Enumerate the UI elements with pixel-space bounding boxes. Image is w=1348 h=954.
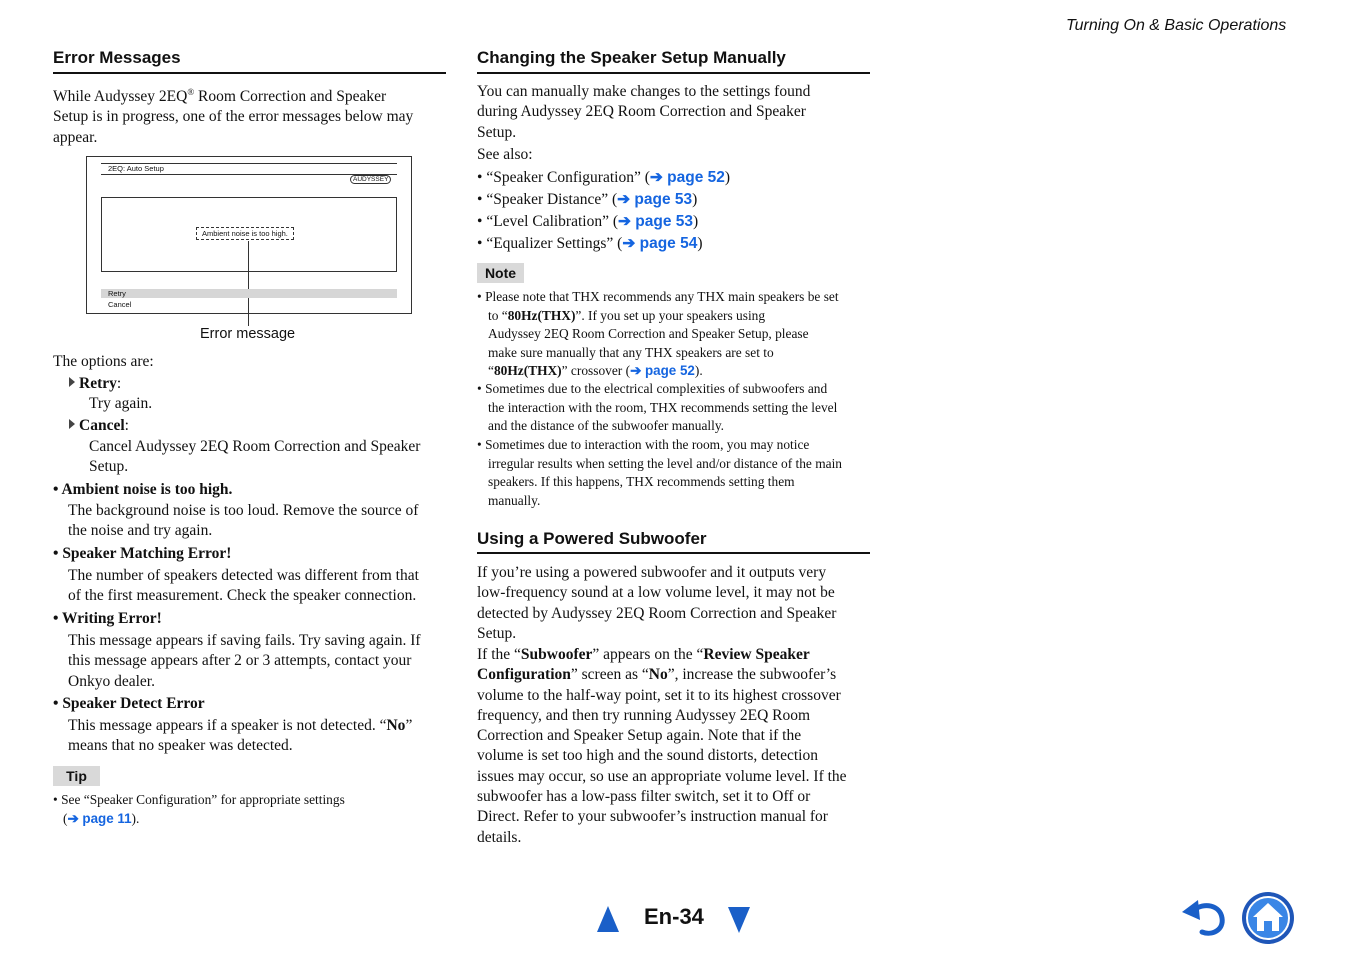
- cancel-colon: :: [124, 417, 129, 434]
- note-line: the interaction with the room, THX recommends setting the level: [488, 399, 838, 415]
- error-desc-ambient: [68, 501, 418, 542]
- reference-item: [477, 167, 730, 189]
- cancel-desc-line: Setup.: [89, 458, 129, 476]
- bullet: •: [53, 481, 59, 498]
- paragraph-text: ” screen as “: [570, 666, 649, 684]
- paragraph-line: issues may occur, so use an appropriate volume level. If the: [477, 767, 847, 785]
- cancel-label: Cancel: [79, 417, 125, 434]
- paragraph-line: detected by Audyssey 2EQ Room Correction and Speaker: [477, 604, 837, 622]
- see-also: See also:: [477, 146, 533, 163]
- intro-paragraph: [53, 82, 453, 148]
- bullet: •: [477, 381, 482, 396]
- screen-leader-line: [248, 241, 249, 326]
- intro-text-d: appear.: [53, 128, 98, 146]
- heading-rule: [477, 72, 870, 74]
- detect-text: ”: [405, 717, 413, 734]
- error-title: Speaker Detect Error: [62, 695, 205, 712]
- retry-label: Retry: [79, 375, 117, 392]
- page-52-link[interactable]: ➔ page 52: [630, 363, 695, 379]
- triangle-down-icon[interactable]: [727, 906, 751, 934]
- paren: (: [63, 810, 68, 826]
- error-desc-matching: [68, 566, 419, 607]
- screen-cancel-option: Cancel: [108, 300, 132, 309]
- subwoofer-paragraph-2: [477, 645, 847, 848]
- paragraph-line: Setup.: [477, 624, 517, 642]
- paragraph-line: You can manually make changes to the settings found: [477, 83, 811, 100]
- note-line: irregular results when setting the level and/or distance of the main: [488, 455, 842, 471]
- cancel-option: [69, 416, 129, 436]
- screen-error-message: Ambient noise is too high.: [196, 227, 294, 240]
- paren: ).: [131, 810, 140, 826]
- paragraph-text: If the “: [477, 646, 521, 663]
- error-item-writing: [53, 609, 162, 629]
- note-badge: Note: [477, 263, 524, 283]
- intro-text-b: Room Correction and Speaker: [194, 88, 387, 106]
- error-desc-detect: [68, 716, 412, 757]
- bold-term: Configuration: [477, 666, 571, 684]
- note-line: make sure manually that any THX speakers are set to: [488, 344, 774, 360]
- bold-term: Subwoofer: [520, 646, 593, 663]
- subwoofer-paragraph-1: [477, 563, 836, 644]
- error-messages-heading: Error Messages: [53, 48, 181, 67]
- error-item-detect: [53, 694, 205, 714]
- error-desc-line: The number of speakers detected was different from that: [68, 567, 419, 584]
- paragraph-line: details.: [477, 828, 522, 846]
- note-item-1: [477, 288, 877, 381]
- registered-mark: ®: [187, 87, 195, 97]
- manual-setup-paragraph: [477, 82, 810, 143]
- powered-subwoofer-heading: Using a Powered Subwoofer: [477, 529, 707, 548]
- crossover-value: 80Hz(THX): [493, 363, 562, 379]
- bullet: •: [53, 610, 59, 627]
- page-54-link[interactable]: ➔ page 54: [622, 235, 698, 252]
- triangle-up-icon[interactable]: [596, 905, 620, 933]
- page-53-link[interactable]: ➔ page 53: [618, 213, 694, 230]
- crossover-value: 80Hz(THX): [507, 307, 576, 323]
- reference-item: [477, 233, 730, 255]
- error-title: Speaker Matching Error!: [62, 545, 232, 562]
- bold-term: No: [648, 666, 668, 684]
- bullet: •: [477, 235, 483, 252]
- paragraph-line: If you’re using a powered subwoofer and it outputs very: [477, 564, 827, 581]
- paren: ): [724, 169, 731, 186]
- triangle-right-icon: [69, 419, 75, 429]
- retry-colon: :: [116, 375, 122, 392]
- cancel-desc-line: Cancel Audyssey 2EQ Room Correction and Speaker: [89, 438, 421, 455]
- changing-setup-heading: Changing the Speaker Setup Manually: [477, 48, 786, 67]
- error-item-ambient: [53, 480, 232, 500]
- note-line: “: [488, 363, 494, 379]
- paragraph-line: volume to the half-way point, set it to its highest crossover: [477, 686, 841, 704]
- note-line: ” crossover (: [561, 363, 631, 379]
- note-line: Audyssey 2EQ Room Correction and Speaker Setup, please: [488, 326, 809, 342]
- bullet: •: [477, 191, 483, 208]
- bold-term: Review Speaker: [703, 646, 810, 663]
- note-line: Sometimes due to the electrical complexities of subwoofers and: [485, 381, 828, 396]
- reference-text: “Speaker Configuration” (: [482, 169, 650, 186]
- screen-retry-option: Retry: [108, 289, 126, 298]
- error-desc-writing: [68, 631, 421, 692]
- paragraph-line: volume is set too high and the sound distorts, detection: [477, 747, 818, 765]
- note-line: Sometimes due to interaction with the room, you may notice: [485, 437, 810, 452]
- note-line: and the distance of the subwoofer manually.: [488, 418, 724, 434]
- intro-text-a: While Audyssey 2EQ: [53, 88, 188, 106]
- error-desc-line: Onkyo dealer.: [68, 672, 155, 690]
- page-53-link[interactable]: ➔ page 53: [617, 191, 693, 208]
- paragraph-text: ”, increase the subwoofer’s: [667, 666, 837, 684]
- paren: ): [693, 213, 699, 230]
- detect-no: No: [386, 717, 406, 734]
- note-line: ”. If you set up your speakers using: [575, 307, 766, 323]
- error-title: Ambient noise is too high.: [61, 481, 233, 498]
- options-intro: The options are:: [53, 353, 154, 370]
- bullet: •: [53, 695, 59, 712]
- note-line: to “: [488, 307, 508, 323]
- reference-list: [477, 167, 730, 255]
- note-line: Please note that THX recommends any THX main speakers be set: [485, 289, 839, 304]
- note-line: ).: [694, 363, 703, 379]
- setup-screen-illustration: [86, 156, 412, 314]
- heading-rule: [53, 72, 446, 74]
- bullet: •: [477, 169, 483, 186]
- tip-line: See “Speaker Configuration” for appropriate settings: [61, 792, 345, 807]
- reference-text: “Equalizer Settings” (: [482, 235, 623, 252]
- screen-title: 2EQ: Auto Setup: [108, 164, 164, 173]
- paragraph-line: frequency, and then try running Audyssey 2EQ Room: [477, 706, 811, 724]
- paragraph-line: subwoofer has a low-pass filter switch, set it to Off or: [477, 788, 811, 806]
- error-desc-line: of the first measurement. Check the speaker connection.: [68, 587, 417, 605]
- detect-text: This message appears if a speaker is not detected. “: [68, 717, 387, 734]
- error-desc-line: the noise and try again.: [68, 522, 213, 540]
- bullet: •: [53, 792, 58, 807]
- paragraph-line: Direct. Refer to your subwoofer’s instruction manual for: [477, 808, 828, 826]
- tip-text: [53, 791, 345, 828]
- tip-badge: Tip: [53, 766, 100, 786]
- note-line: manually.: [488, 492, 541, 508]
- bullet: •: [477, 437, 482, 452]
- cancel-description: [89, 437, 420, 478]
- page-52-link[interactable]: ➔ page 52: [649, 169, 725, 186]
- note-item-3: [477, 436, 877, 510]
- error-desc-line: this message appears after 2 or 3 attempts, contact your: [68, 652, 412, 670]
- paragraph-line: Correction and Speaker Setup again. Note that if the: [477, 727, 802, 745]
- screen-caption: Error message: [200, 326, 296, 342]
- bullet: •: [53, 545, 59, 562]
- detect-text: means that no speaker was detected.: [68, 737, 293, 755]
- triangle-right-icon: [69, 377, 75, 387]
- paren: ): [697, 235, 703, 252]
- error-title: Writing Error!: [62, 610, 162, 627]
- retry-option: [69, 374, 121, 394]
- bullet: •: [477, 213, 483, 230]
- bullet: •: [477, 289, 482, 304]
- paragraph-text: ” appears on the “: [592, 646, 704, 663]
- error-desc-line: This message appears if saving fails. Try saving again. If: [68, 632, 421, 649]
- page-header: Turning On & Basic Operations: [1066, 17, 1287, 34]
- note-item-2: [477, 380, 877, 436]
- paragraph-line: low-frequency sound at a low volume level, it may not be: [477, 584, 835, 602]
- reference-text: “Level Calibration” (: [482, 213, 619, 230]
- home-icon[interactable]: [1241, 891, 1295, 945]
- paren: ): [692, 191, 698, 208]
- paragraph-line: during Audyssey 2EQ Room Correction and Speaker: [477, 103, 806, 121]
- heading-rule: [477, 552, 870, 554]
- page-number: En-34: [644, 904, 704, 929]
- retry-description: Try again.: [89, 395, 153, 412]
- page-11-link[interactable]: ➔ page 11: [67, 810, 132, 826]
- screen-retry-highlight: [101, 289, 397, 298]
- reference-item: [477, 189, 730, 211]
- return-arrow-icon[interactable]: [1180, 896, 1228, 938]
- note-line: speakers. If this happens, THX recommends setting them: [488, 474, 795, 490]
- reference-item: [477, 211, 730, 233]
- error-item-matching: [53, 544, 231, 564]
- intro-text-c: Setup is in progress, one of the error messages below may: [53, 108, 414, 126]
- paragraph-line: Setup.: [477, 123, 517, 141]
- error-desc-line: The background noise is too loud. Remove the source of: [68, 502, 419, 519]
- audyssey-logo: AUDYSSEY: [350, 175, 391, 184]
- reference-text: “Speaker Distance” (: [482, 191, 618, 208]
